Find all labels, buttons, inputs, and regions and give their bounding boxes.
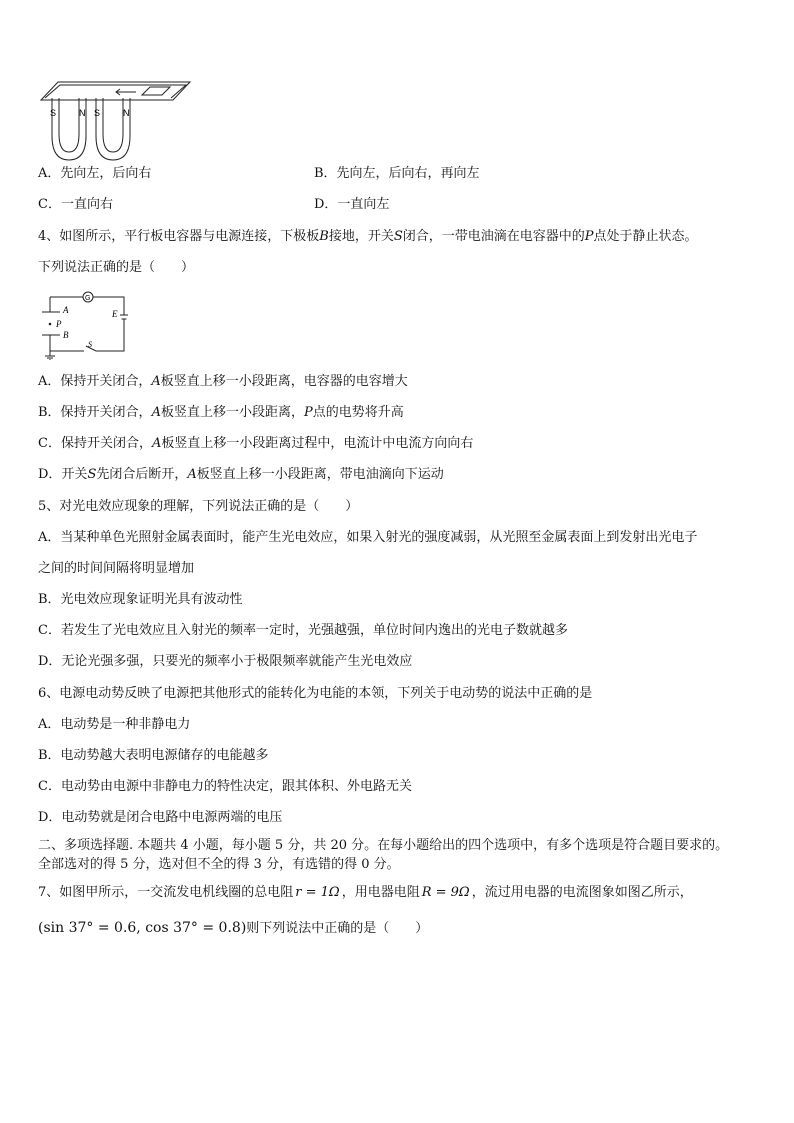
switch-s-label: S	[88, 340, 92, 349]
q3-option-a: A．先向左，后向右	[38, 166, 152, 181]
q5-option-c: C．若发生了光电效应且入射光的频率一定时，光强越强，单位时间内逸出的光电子数就越多	[38, 623, 568, 638]
magnet-label: N	[79, 108, 86, 118]
section2-line2: 全部选对的得 5 分，选对但不全的得 3 分，有选错的得 0 分。	[38, 857, 400, 872]
q5-stem: 5、对光电效应现象的理解，下列说法正确的是（ ）	[38, 499, 359, 514]
q4-option-a: A．保持开关闭合，A板竖直上移一小段距离，电容器的电容增大	[38, 374, 408, 389]
q3-option-b: B．先向左，后向右，再向左	[314, 166, 480, 181]
q3-option-d: D．一直向左	[314, 197, 390, 212]
q6-stem: 6、电源电动势反映了电源把其他形式的能转化为电能的本领，下列关于电动势的说法中正确的是	[38, 686, 593, 701]
q4-option-b: B．保持开关闭合，A板竖直上移一小段距离，P点的电势将升高	[38, 405, 404, 420]
magnet-coil-figure	[36, 78, 196, 168]
q5-option-d: D．无论光强多强，只要光的频率小于极限频率就能产生光电效应	[38, 654, 413, 669]
q6-option-a: A．电动势是一种非静电力	[38, 717, 191, 732]
q7-stem-line1: 7、如图甲所示，一交流发电机线圈的总电阻 r = 1Ω ，用电器电阻 R = 9Ω ，流过用电器的电流图象如图乙所示，	[38, 885, 693, 900]
point-p-label: P	[56, 319, 62, 329]
math-trig: (sin 37° = 0.6, cos 37° = 0.8)	[38, 920, 247, 936]
magnet-label: S	[50, 108, 57, 118]
q4-option-d: D．开关S先闭合后断开，A板竖直上移一小段距离，带电油滴向下运动	[38, 467, 444, 482]
q4-stem-line2: 下列说法正确的是（ ）	[38, 260, 195, 275]
q3-option-c: C．一直向右	[38, 197, 113, 212]
magnet-label: N	[123, 108, 130, 118]
math-R: R = 9Ω	[421, 885, 470, 900]
q6-option-b: B．电动势越大表明电源储存的电能越多	[38, 748, 269, 763]
galvanometer-label: G	[85, 295, 91, 302]
capacitor-circuit-figure	[38, 285, 133, 360]
q5-option-b: B．光电效应现象证明光具有波动性	[38, 592, 243, 607]
source-e-label: E	[112, 309, 118, 319]
q4-option-c: C．保持开关闭合，A板竖直上移一小段距离过程中，电流计中电流方向向右	[38, 436, 474, 451]
q6-option-c: C．电动势由电源中非静电力的特性决定，跟其体积、外电路无关	[38, 779, 412, 794]
section2-line1: 二、多项选择题. 本题共 4 小题，每小题 5 分，共 20 分。在每小题给出的四个选项中，有多个选项是符合题目要求的。	[38, 838, 729, 853]
q5-option-a-line1: A．当某种单色光照射金属表面时，能产生光电效应，如果入射光的强度减弱，从光照至金属表面上到发射出光电子	[38, 530, 698, 545]
q4-stem-line1: 4、如图所示，平行板电容器与电源连接，下极板B接地，开关S闭合，一带电油滴在电容器中的P点处于静止状态。	[38, 229, 698, 244]
plate-a-label: A	[63, 305, 69, 315]
q5-option-a-line2: 之间的时间间隔将明显增加	[38, 561, 195, 576]
q7-stem-line2: (sin 37° = 0.6, cos 37° = 0.8)则下列说法中正确的是（ ）	[38, 920, 429, 936]
math-r: r = 1Ω	[295, 885, 340, 900]
q6-option-d: D．电动势就是闭合电路中电源两端的电压	[38, 810, 283, 825]
plate-b-label: B	[63, 330, 69, 340]
magnet-label: S	[94, 108, 101, 118]
